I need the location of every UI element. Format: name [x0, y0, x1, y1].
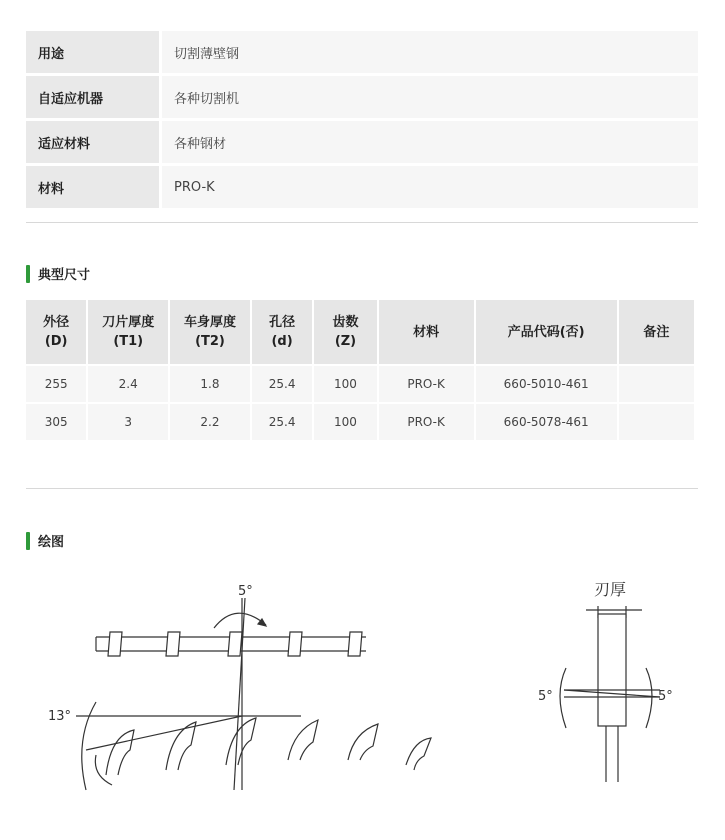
- table-row: [26, 366, 694, 402]
- dimensions-table: [24, 298, 696, 442]
- column-header: 刀片厚度 (T1): [88, 300, 168, 364]
- section-title-drawing: [26, 531, 64, 550]
- angle-label-side-right: 5°: [658, 689, 673, 704]
- table-header-row: [26, 300, 694, 364]
- spec-row-material-applicable: [26, 121, 698, 163]
- section-title-text: 典型尺寸: [38, 268, 91, 283]
- table-cell: 2.4: [88, 366, 168, 402]
- table-cell: [619, 404, 694, 440]
- table-cell: PRO-K: [379, 404, 474, 440]
- table-cell: 3: [88, 404, 168, 440]
- section-title-dimensions: [26, 264, 90, 283]
- spec-row-usage: [26, 31, 698, 73]
- kerf-cross-section: [560, 606, 660, 782]
- column-header: 车身厚度 (T2): [170, 300, 250, 364]
- table-cell: 255: [26, 366, 86, 402]
- angle-label-side-left: 5°: [538, 689, 553, 704]
- divider: [26, 222, 698, 223]
- table-cell: PRO-K: [379, 366, 474, 402]
- spec-label: 用途: [26, 31, 159, 73]
- table-cell: 660-5010-461: [476, 366, 617, 402]
- table-cell: 25.4: [252, 366, 313, 402]
- column-header: 备注: [619, 300, 694, 364]
- spec-label: 适应材料: [26, 121, 159, 163]
- spec-row-machine: [26, 76, 698, 118]
- angle-label-left: 13°: [48, 709, 72, 724]
- section-marker: [26, 265, 30, 283]
- table-cell: [619, 366, 694, 402]
- column-header: 材料: [379, 300, 474, 364]
- column-header: 产品代码(否): [476, 300, 617, 364]
- blade-drawing: [26, 560, 698, 830]
- spec-value: 各种钢材: [159, 121, 698, 163]
- spec-row-material: [26, 166, 698, 208]
- section-marker: [26, 532, 30, 550]
- spec-value: PRO-K: [159, 166, 698, 208]
- table-cell: 2.2: [170, 404, 250, 440]
- spec-value: 各种切割机: [159, 76, 698, 118]
- column-header: 齿数 (Z): [314, 300, 376, 364]
- spec-label: 材料: [26, 166, 159, 208]
- column-header: 外径 (D): [26, 300, 86, 364]
- kerf-label: 刃厚: [594, 580, 627, 599]
- divider: [26, 488, 698, 489]
- spec-label: 自适应机器: [26, 76, 159, 118]
- blade-top-view: [96, 632, 366, 656]
- table-cell: 25.4: [252, 404, 313, 440]
- section-title-text: 绘图: [38, 535, 65, 550]
- table-cell: 1.8: [170, 366, 250, 402]
- table-cell: 305: [26, 404, 86, 440]
- spec-table: [26, 28, 698, 211]
- table-cell: 100: [314, 404, 376, 440]
- table-cell: 100: [314, 366, 376, 402]
- table-cell: 660-5078-461: [476, 404, 617, 440]
- spec-value: 切割薄壁钢: [159, 31, 698, 73]
- column-header: 孔径 (d): [252, 300, 313, 364]
- table-row: [26, 404, 694, 440]
- top-angle-indicator: [214, 598, 266, 790]
- blade-side-view: [76, 702, 431, 790]
- angle-label-top: 5°: [238, 584, 253, 599]
